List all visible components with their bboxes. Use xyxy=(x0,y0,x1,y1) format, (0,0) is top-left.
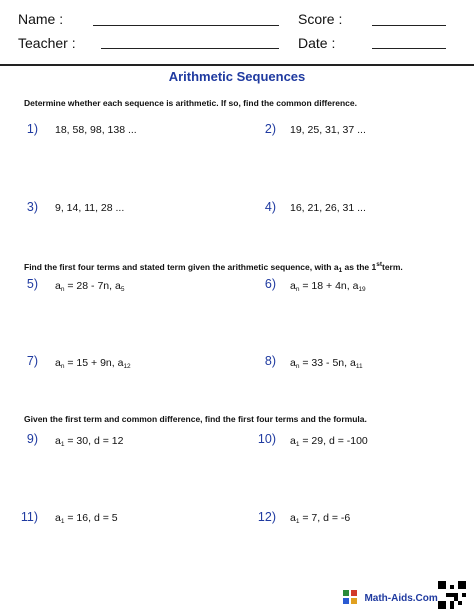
problem-number: 4) xyxy=(264,200,276,214)
score-blank[interactable] xyxy=(372,25,446,26)
problem-text: $a_1 = 7$, d = -6 xyxy=(290,512,351,525)
problem-text: $a_1 = 30$, d = 12 xyxy=(55,435,124,448)
name-label: Name : xyxy=(18,11,64,27)
math-aids-logo[interactable] xyxy=(343,588,438,606)
problem-number: 1) xyxy=(26,122,38,136)
problem-number: 5) xyxy=(26,277,38,291)
teacher-blank[interactable] xyxy=(101,48,279,49)
name-blank[interactable] xyxy=(93,25,279,26)
problem-text: $a_1 = 29$, d = -100 xyxy=(290,435,368,448)
problem-number: 7) xyxy=(26,354,38,368)
section-3-instruction: Given the first term and common difference, find the first four terms and the formula. xyxy=(24,414,367,424)
problem-text: $a_n = 33 - 5n$, $a_{11}$ xyxy=(290,357,363,370)
problem-number: 8) xyxy=(264,354,276,368)
problem-number: 6) xyxy=(264,277,276,291)
calculator-icon xyxy=(343,590,357,604)
teacher-label: Teacher : xyxy=(18,35,76,51)
problem-number: 3) xyxy=(26,200,38,214)
qr-code-icon xyxy=(438,581,466,614)
section-1-instruction: Determine whether each sequence is arithmetic. If so, find the common difference. xyxy=(24,98,358,108)
header-divider xyxy=(0,64,474,66)
problem-text: $a_n = 18 + 4n$, $a_{19}$ xyxy=(290,280,366,293)
date-label: Date : xyxy=(298,35,336,51)
problem-number: 10) xyxy=(257,432,276,446)
problem-text: 16, 21, 26, 31 ... xyxy=(290,202,366,214)
problem-text: $a_1 = 16$, d = 5 xyxy=(55,512,118,525)
problem-number: 11) xyxy=(20,510,38,524)
section-2-instruction: Find the first four terms and stated term given the arithmetic sequence, with $a_1$ as the 1stterm. xyxy=(24,261,403,274)
problem-text: $a_n = 28 - 7n$, $a_5$ xyxy=(55,280,125,293)
problem-text: 9, 14, 11, 28 ... xyxy=(55,202,125,214)
problem-text: $a_n = 15 + 9n$, $a_{12}$ xyxy=(55,357,131,370)
problem-number: 2) xyxy=(264,122,276,136)
date-blank[interactable] xyxy=(372,48,446,49)
problem-text: 18, 58, 98, 138 ... xyxy=(55,124,137,136)
logo-text: Math-Aids.Com xyxy=(364,593,438,604)
problem-number: 12) xyxy=(257,510,276,524)
worksheet-title: Arithmetic Sequences xyxy=(168,69,306,84)
problem-text: 19, 25, 31, 37 ... xyxy=(290,124,366,136)
problem-number: 9) xyxy=(26,432,38,446)
score-label: Score : xyxy=(298,11,343,27)
